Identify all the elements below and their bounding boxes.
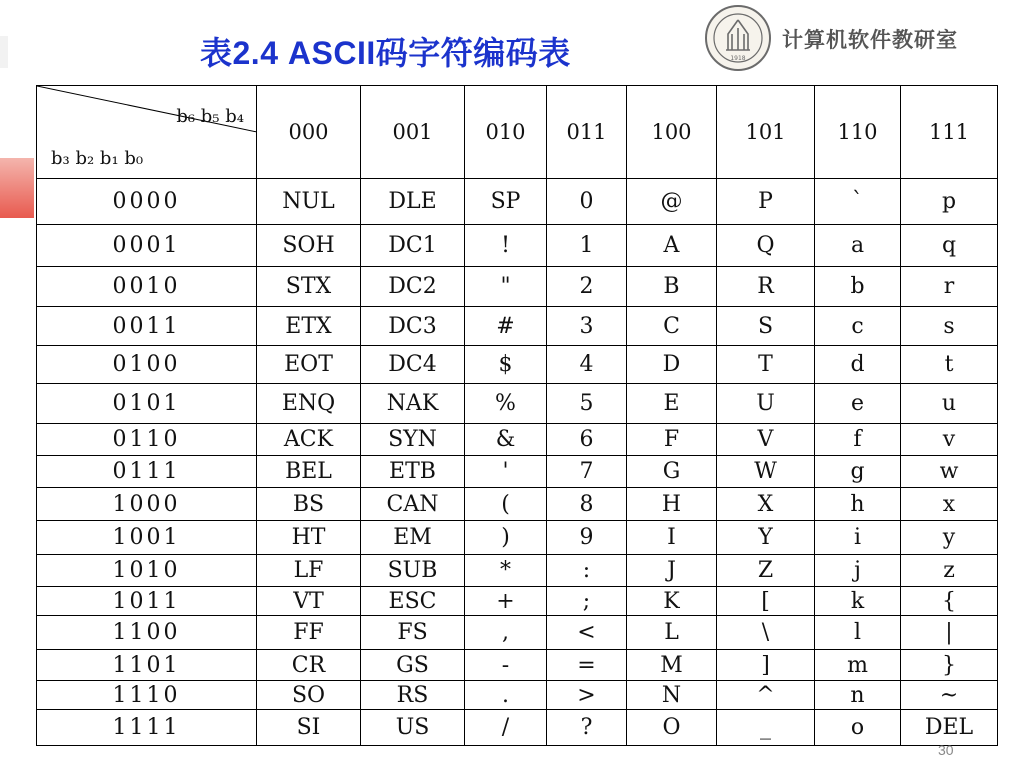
table-cell: 4: [547, 346, 627, 384]
high-bits-label: b₆ b₅ b₄: [176, 106, 244, 127]
table-row: [37, 521, 998, 555]
table-cell: !: [465, 225, 547, 267]
table-cell: ACK: [257, 424, 361, 456]
table-cell: A: [627, 225, 717, 267]
table-cell: u: [901, 384, 998, 424]
table-cell: ': [465, 456, 547, 488]
column-header: 010: [465, 86, 547, 179]
table-cell: o: [815, 710, 901, 746]
table-cell: }: [901, 650, 998, 681]
table-cell: EOT: [257, 346, 361, 384]
table-cell: ): [465, 521, 547, 555]
table-cell: f: [815, 424, 901, 456]
table-cell: N: [627, 681, 717, 710]
table-cell: q: [901, 225, 998, 267]
table-cell: d: [815, 346, 901, 384]
row-header-code: 1000: [37, 488, 257, 521]
table-cell: J: [627, 555, 717, 587]
table-cell: [: [717, 587, 815, 616]
table-cell: U: [717, 384, 815, 424]
row-header-code: 0011: [37, 307, 257, 346]
table-row: [37, 650, 998, 681]
table-cell: S: [717, 307, 815, 346]
table-cell: V: [717, 424, 815, 456]
table-cell: SI: [257, 710, 361, 746]
table-cell: Y: [717, 521, 815, 555]
table-cell: 9: [547, 521, 627, 555]
header-row: [37, 86, 998, 179]
table-cell: >: [547, 681, 627, 710]
corner-cell: [37, 86, 257, 179]
slide-title: 表2.4 ASCII码字符编码表: [200, 35, 571, 71]
table-cell: CAN: [361, 488, 465, 521]
table-cell: |: [901, 616, 998, 650]
table-cell: ^: [717, 681, 815, 710]
table-cell: E: [627, 384, 717, 424]
table-row: [37, 681, 998, 710]
table-cell: 0: [547, 179, 627, 225]
table-cell: p: [901, 179, 998, 225]
table-cell: ~: [901, 681, 998, 710]
table-cell: G: [627, 456, 717, 488]
table-cell: w: [901, 456, 998, 488]
column-header: 100: [627, 86, 717, 179]
table-cell: L: [627, 616, 717, 650]
table-cell: ETB: [361, 456, 465, 488]
table-cell: GS: [361, 650, 465, 681]
table-row: [37, 346, 998, 384]
table-cell: VT: [257, 587, 361, 616]
low-bits-label: b₃ b₂ b₁ b₀: [51, 148, 144, 169]
table-cell: 3: [547, 307, 627, 346]
table-cell: I: [627, 521, 717, 555]
table-cell: DC2: [361, 267, 465, 307]
row-header-code: 0000: [37, 179, 257, 225]
table-cell: 1: [547, 225, 627, 267]
table-cell: ": [465, 267, 547, 307]
table-cell: SP: [465, 179, 547, 225]
table-cell: =: [547, 650, 627, 681]
table-cell: US: [361, 710, 465, 746]
table-cell: &: [465, 424, 547, 456]
table-cell: SUB: [361, 555, 465, 587]
table-cell: BEL: [257, 456, 361, 488]
table-cell: b: [815, 267, 901, 307]
row-header-code: 1111: [37, 710, 257, 746]
seal-year: 1918: [730, 55, 746, 62]
table-cell: :: [547, 555, 627, 587]
table-cell: 5: [547, 384, 627, 424]
table-row: [37, 424, 998, 456]
table-cell: SOH: [257, 225, 361, 267]
table-cell: SYN: [361, 424, 465, 456]
table-row: [37, 267, 998, 307]
table-cell: {: [901, 587, 998, 616]
row-header-code: 0101: [37, 384, 257, 424]
table-cell: FF: [257, 616, 361, 650]
table-cell: ENQ: [257, 384, 361, 424]
table-cell: DC3: [361, 307, 465, 346]
table-row: [37, 587, 998, 616]
table-cell: _: [717, 710, 815, 746]
table-cell: r: [901, 267, 998, 307]
row-header-code: 0111: [37, 456, 257, 488]
column-header: 111: [901, 86, 998, 179]
table-cell: HT: [257, 521, 361, 555]
table-cell: %: [465, 384, 547, 424]
table-cell: k: [815, 587, 901, 616]
row-header-code: 1100: [37, 616, 257, 650]
column-header: 011: [547, 86, 627, 179]
row-header-code: 0100: [37, 346, 257, 384]
table-cell: \: [717, 616, 815, 650]
table-cell: D: [627, 346, 717, 384]
table-cell: P: [717, 179, 815, 225]
table-cell: C: [627, 307, 717, 346]
decor-bar-top: [0, 36, 8, 68]
row-header-code: 0010: [37, 267, 257, 307]
table-cell: z: [901, 555, 998, 587]
table-cell: NUL: [257, 179, 361, 225]
table-cell: O: [627, 710, 717, 746]
table-row: [37, 616, 998, 650]
table-cell: T: [717, 346, 815, 384]
table-cell: n: [815, 681, 901, 710]
table-cell: $: [465, 346, 547, 384]
table-row: [37, 384, 998, 424]
table-cell: ?: [547, 710, 627, 746]
table-cell: +: [465, 587, 547, 616]
table-cell: .: [465, 681, 547, 710]
table-cell: M: [627, 650, 717, 681]
row-header-code: 1101: [37, 650, 257, 681]
table-cell: g: [815, 456, 901, 488]
table-row: [37, 179, 998, 225]
table-cell: B: [627, 267, 717, 307]
row-header-code: 0110: [37, 424, 257, 456]
column-header: 101: [717, 86, 815, 179]
table-cell: <: [547, 616, 627, 650]
table-row: [37, 456, 998, 488]
table-row: [37, 307, 998, 346]
table-cell: @: [627, 179, 717, 225]
table-cell: i: [815, 521, 901, 555]
table-cell: FS: [361, 616, 465, 650]
university-seal-logo: [704, 4, 772, 72]
table-cell: #: [465, 307, 547, 346]
table-cell: j: [815, 555, 901, 587]
table-cell: e: [815, 384, 901, 424]
table-cell: STX: [257, 267, 361, 307]
table-cell: DEL: [901, 710, 998, 746]
table-cell: `: [815, 179, 901, 225]
table-cell: /: [465, 710, 547, 746]
table-cell: ;: [547, 587, 627, 616]
table-row: [37, 488, 998, 521]
row-header-code: 1011: [37, 587, 257, 616]
table-cell: h: [815, 488, 901, 521]
table-cell: y: [901, 521, 998, 555]
table-cell: W: [717, 456, 815, 488]
table-cell: EM: [361, 521, 465, 555]
row-header-code: 1110: [37, 681, 257, 710]
table-cell: (: [465, 488, 547, 521]
column-header: 110: [815, 86, 901, 179]
decor-accent-bar: [0, 158, 34, 218]
table-cell: K: [627, 587, 717, 616]
table-cell: *: [465, 555, 547, 587]
table-cell: DLE: [361, 179, 465, 225]
table-row: [37, 555, 998, 587]
table-cell: H: [627, 488, 717, 521]
table-cell: v: [901, 424, 998, 456]
table-cell: m: [815, 650, 901, 681]
table-cell: -: [465, 650, 547, 681]
table-cell: ESC: [361, 587, 465, 616]
table-cell: 2: [547, 267, 627, 307]
department-name: 计算机软件教研室: [782, 27, 958, 52]
ascii-table: [36, 85, 998, 746]
row-header-code: 1010: [37, 555, 257, 587]
row-header-code: 0001: [37, 225, 257, 267]
table-cell: 7: [547, 456, 627, 488]
table-cell: 6: [547, 424, 627, 456]
table-row: [37, 225, 998, 267]
table-cell: SO: [257, 681, 361, 710]
table-cell: c: [815, 307, 901, 346]
table-cell: ]: [717, 650, 815, 681]
row-header-code: 1001: [37, 521, 257, 555]
column-header: 001: [361, 86, 465, 179]
table-cell: LF: [257, 555, 361, 587]
table-row: [37, 710, 998, 746]
table-cell: Z: [717, 555, 815, 587]
table-cell: R: [717, 267, 815, 307]
table-cell: X: [717, 488, 815, 521]
table-cell: CR: [257, 650, 361, 681]
table-cell: Q: [717, 225, 815, 267]
table-cell: NAK: [361, 384, 465, 424]
page-number: 30: [938, 742, 954, 758]
table-cell: F: [627, 424, 717, 456]
table-cell: x: [901, 488, 998, 521]
table-cell: a: [815, 225, 901, 267]
table-cell: ETX: [257, 307, 361, 346]
table-cell: DC4: [361, 346, 465, 384]
table-cell: BS: [257, 488, 361, 521]
table-cell: ,: [465, 616, 547, 650]
table-cell: DC1: [361, 225, 465, 267]
table-cell: RS: [361, 681, 465, 710]
table-cell: s: [901, 307, 998, 346]
table-cell: t: [901, 346, 998, 384]
column-header: 000: [257, 86, 361, 179]
table-cell: 8: [547, 488, 627, 521]
table-cell: l: [815, 616, 901, 650]
